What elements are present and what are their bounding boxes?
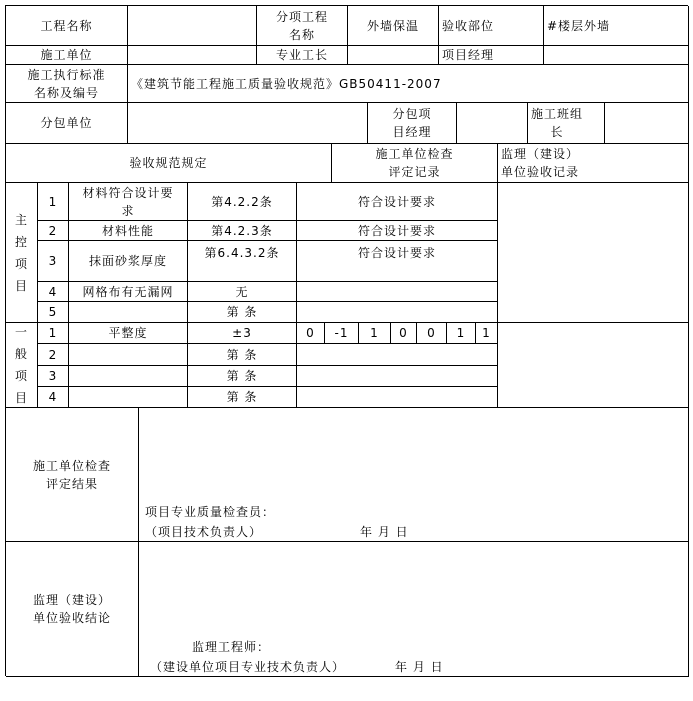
subitem-value-text: 外墙保温 <box>366 18 419 33</box>
main-row-no <box>38 302 69 323</box>
contractor-result-label-text: 施工单位检查 评定结果 <box>32 458 111 491</box>
measurement-cell-text: -1 <box>334 326 349 340</box>
general-row-result[interactable] <box>297 344 498 366</box>
subitem-value[interactable] <box>348 6 439 46</box>
general-row-clause-text: 第 条 <box>226 390 258 404</box>
supervisor-record-header-text: 监理（建设） 单位验收记录 <box>501 147 580 179</box>
contractor-date: 年 月 日 <box>360 525 409 539</box>
main-row-no-text: 4 <box>48 284 58 299</box>
general-row-item-text: 平整度 <box>108 326 148 340</box>
standard-value[interactable] <box>128 65 689 103</box>
general-supervisor-field[interactable] <box>498 323 689 408</box>
acceptance-part-value-text: #楼层外墙 <box>547 18 611 33</box>
spec-header <box>6 144 332 183</box>
main-row-no <box>38 221 69 241</box>
main-row-item <box>69 282 188 302</box>
main-row-result <box>297 221 498 241</box>
measurement-cell-text: 0 <box>306 326 315 340</box>
general-row-no <box>38 366 69 387</box>
main-control-supervisor-field[interactable] <box>498 183 689 323</box>
measurement-cell <box>476 323 498 344</box>
main-row-clause <box>188 221 297 241</box>
main-row-item <box>69 183 188 221</box>
main-row-result <box>297 241 498 282</box>
general-row-result[interactable] <box>297 387 498 408</box>
measurement-cell <box>325 323 359 344</box>
general-row-no <box>38 323 69 344</box>
measurement-cell-text: 1 <box>370 326 379 340</box>
main-row-no <box>38 241 69 282</box>
main-row-item-text: 抹面砂浆厚度 <box>88 254 167 268</box>
measurement-cell <box>417 323 447 344</box>
subcontractor-label-text: 分包单位 <box>40 116 93 130</box>
contractor-result-label <box>6 408 139 542</box>
foreman-label-text: 专业工长 <box>275 48 328 62</box>
acceptance-part-label <box>439 6 544 46</box>
supervisor-result-label <box>6 542 139 677</box>
contractor-record-header <box>332 144 498 183</box>
pm-field[interactable] <box>544 46 689 65</box>
general-row-no-text: 2 <box>48 347 58 362</box>
contractor-record-header-text: 施工单位检查 评定记录 <box>375 147 454 179</box>
main-row-result-text: 符合设计要求 <box>357 223 436 238</box>
contractor-result-field[interactable] <box>139 408 689 542</box>
measurement-cell <box>391 323 417 344</box>
main-row-clause-text: 第4.2.3条 <box>211 223 273 238</box>
team-leader-label <box>528 103 605 144</box>
measurement-cell-text: 1 <box>456 326 466 340</box>
subitem-label-text: 分项工程 名称 <box>275 9 328 42</box>
subitem-label <box>257 6 348 46</box>
main-row-no <box>38 183 69 221</box>
main-row-result-text: 符合设计要求 <box>357 246 436 260</box>
project-name-label-text: 工程名称 <box>40 18 93 33</box>
foreman-label <box>257 46 348 65</box>
subcontractor-field[interactable] <box>128 103 368 144</box>
main-row-clause-text: 第6.4.3.2条 <box>204 246 280 260</box>
spec-header-text: 验收规范规定 <box>129 156 208 170</box>
main-row-no-text: 5 <box>48 305 58 319</box>
main-row-item <box>69 241 188 282</box>
project-name-field[interactable] <box>128 6 257 46</box>
general-row-clause-text: ±3 <box>232 326 252 340</box>
team-leader-field[interactable] <box>605 103 689 144</box>
main-row-no-text: 3 <box>48 254 58 268</box>
main-row-clause <box>188 183 297 221</box>
main-control-label <box>6 183 38 323</box>
main-row-clause-text: 第 条 <box>226 305 258 319</box>
general-row-item <box>69 323 188 344</box>
team-leader-label-text: 施工班组 长 <box>531 107 584 139</box>
main-row-clause-text: 第4.2.2条 <box>211 194 273 209</box>
main-row-clause-text: 无 <box>235 284 249 299</box>
engineer-label: 监理工程师： <box>192 640 271 654</box>
general-label <box>6 323 38 408</box>
engineer-note: （建设单位项目专业技术负责人） <box>150 660 346 674</box>
sub-pm-field[interactable] <box>457 103 528 144</box>
supervisor-date: 年 月 日 <box>395 660 444 674</box>
supervisor-result-field[interactable] <box>139 542 689 677</box>
inspector-note: （项目技术负责人） <box>145 525 263 539</box>
general-row-no <box>38 387 69 408</box>
main-row-item-text: 网格布有无漏网 <box>82 284 174 299</box>
measurement-cell-text: 0 <box>427 326 436 340</box>
general-row-result[interactable] <box>297 366 498 387</box>
standard-label <box>6 65 128 103</box>
general-row-clause <box>188 344 297 366</box>
main-row-result <box>297 183 498 221</box>
general-row-clause <box>188 387 297 408</box>
general-row-item <box>69 366 188 387</box>
main-row-clause <box>188 241 297 282</box>
supervisor-result-label-text: 监理（建设） 单位验收结论 <box>32 593 111 625</box>
main-row-item-text: 材料性能 <box>101 223 154 238</box>
contractor-field[interactable] <box>128 46 257 65</box>
inspection-form <box>5 5 688 676</box>
main-row-item-text: 材料符合设计要 求 <box>82 185 174 218</box>
main-row-no <box>38 282 69 302</box>
general-row-no-text: 3 <box>48 369 58 383</box>
contractor-label-text: 施工单位 <box>40 48 93 62</box>
standard-value-text: 《建筑节能工程施工质量验收规范》GB50411-2007 <box>131 76 442 91</box>
measurement-cell-text: 1 <box>482 326 491 340</box>
main-row-result <box>297 302 498 323</box>
main-row-result <box>297 282 498 302</box>
measurement-cell <box>447 323 476 344</box>
main-row-clause <box>188 282 297 302</box>
acceptance-part-value[interactable] <box>544 6 689 46</box>
general-label-text: 一般项目 <box>14 325 28 405</box>
sub-pm-label <box>368 103 457 144</box>
main-row-no-text: 2 <box>48 223 58 238</box>
sub-pm-label-text: 分包项 目经理 <box>392 107 432 139</box>
general-row-item <box>69 387 188 408</box>
main-row-no-text: 1 <box>48 194 58 209</box>
measurement-cell <box>297 323 325 344</box>
contractor-label <box>6 46 128 65</box>
general-row-no-text: 1 <box>48 326 58 340</box>
foreman-field[interactable] <box>348 46 439 65</box>
project-name-label <box>6 6 128 46</box>
general-row-clause-text: 第 条 <box>226 347 258 362</box>
pm-label <box>439 46 544 65</box>
inspector-label: 项目专业质量检查员： <box>145 505 276 519</box>
subcontractor-label <box>6 103 128 144</box>
main-row-result-text: 符合设计要求 <box>357 194 436 209</box>
main-control-label-text: 主控项目 <box>14 212 28 293</box>
standard-label-text: 施工执行标准 名称及编号 <box>27 67 106 100</box>
supervisor-record-header <box>498 144 689 183</box>
pm-label-text: 项目经理 <box>442 48 495 62</box>
general-row-clause <box>188 323 297 344</box>
general-row-clause-text: 第 条 <box>226 369 258 383</box>
main-row-clause <box>188 302 297 323</box>
general-row-no <box>38 344 69 366</box>
general-row-no-text: 4 <box>48 390 58 404</box>
main-row-item <box>69 221 188 241</box>
measurement-cell-text: 0 <box>399 326 408 340</box>
general-row-item <box>69 344 188 366</box>
general-row-clause <box>188 366 297 387</box>
main-row-item <box>69 302 188 323</box>
acceptance-part-label-text: 验收部位 <box>442 18 495 33</box>
measurement-cell <box>359 323 391 344</box>
